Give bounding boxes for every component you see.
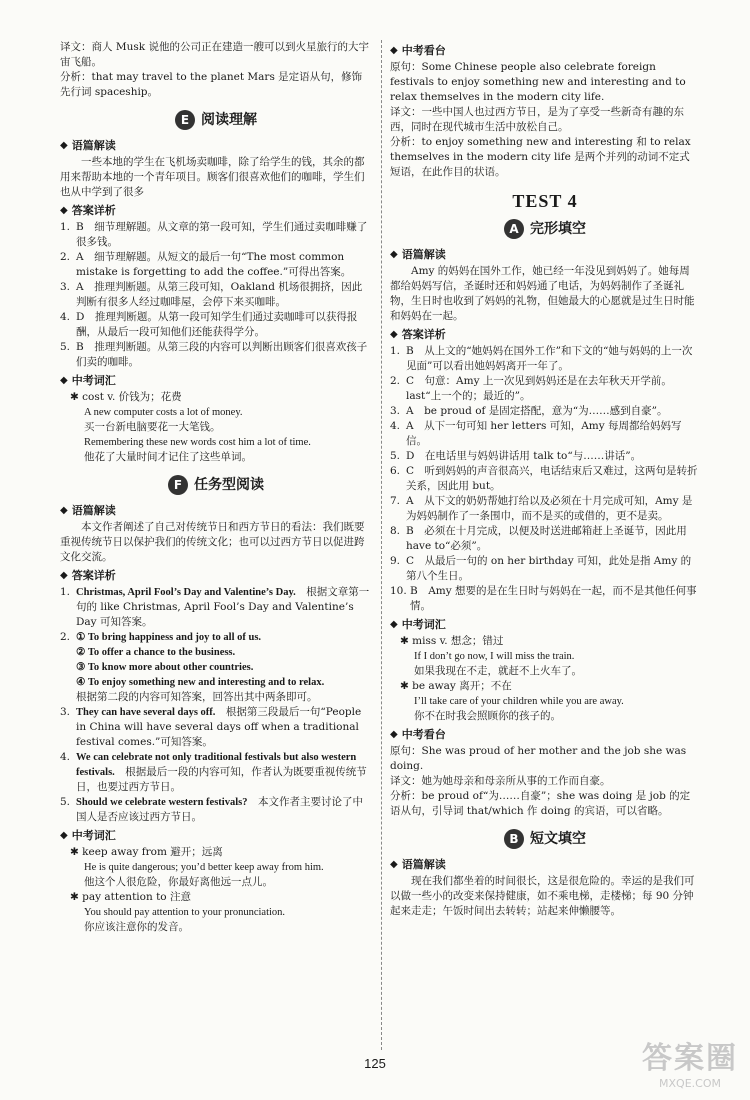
bullet-icon: ◆ bbox=[390, 859, 398, 870]
exam-analysis: 分析：be proud of“为……自豪”；she was doing 是 job 的定语从句，引导词 that/which 作 doing 的宾语，可以省略。 bbox=[390, 790, 691, 817]
section-e-title: 阅读理解 bbox=[201, 111, 257, 128]
asterisk-icon: ✱ bbox=[400, 680, 413, 692]
section-a-badge: A bbox=[504, 219, 524, 239]
vocab-heading: ◆ 中考词汇 bbox=[60, 374, 116, 387]
list-item: ② To offer a chance to the business. bbox=[76, 647, 236, 658]
passage-heading: ◆ 语篇解读 bbox=[390, 858, 446, 871]
section-f-answers bbox=[60, 585, 372, 825]
list-item: 2. ① To bring happiness and joy to all of us. bbox=[60, 631, 262, 643]
passage-heading: ◆ 语篇解读 bbox=[390, 248, 446, 261]
section-f-heading bbox=[60, 475, 372, 495]
intro-analysis: 分析：that may travel to the planet Mars 是定语从句，修饰先行词 spaceship。 bbox=[60, 71, 363, 98]
list-item: 4. D 推理判断题。从第一段可知学生们通过卖咖啡可以获得报酬，从最后一段可知他们还能获得学分。 bbox=[60, 311, 358, 338]
section-f-badge: F bbox=[168, 475, 188, 495]
list-item: 4. A 从下一句可知 her letters 可知，Amy 每周都给妈妈写信。 bbox=[390, 420, 682, 447]
section-a-heading bbox=[390, 219, 700, 239]
bullet-icon: ◆ bbox=[390, 729, 398, 740]
watermark-logo: 答案圈 MXQE.COM bbox=[642, 1041, 738, 1090]
vocab-heading: ◆ 中考词汇 bbox=[60, 829, 116, 842]
exam-original: 原句：She was proud of her mother and the job she was doing. bbox=[390, 745, 687, 772]
section-b-badge: B bbox=[504, 829, 524, 849]
vocab-entry: ✱ cost v. 价钱为；花费 A new computer costs a lot of money. 买一台新电脑要花一大笔钱。 Remembering these new words cost him a lot of time. 他花了大量时间才记住了这些单词。 bbox=[70, 391, 311, 463]
bullet-icon: ◆ bbox=[390, 619, 398, 630]
test-title: TEST 4 bbox=[512, 191, 578, 211]
exam-translate: 译文：她为她母亲和母亲所从事的工作而自豪。 bbox=[390, 775, 611, 787]
page-number: 125 bbox=[364, 1056, 386, 1071]
section-e-answers bbox=[60, 220, 372, 370]
column-divider bbox=[381, 40, 382, 1050]
bullet-icon: ◆ bbox=[60, 375, 68, 386]
section-f-passage: 本文作者阐述了自己对传统节日和西方节日的看法：我们既要重视传统节日以保护我们的传统文化；也可以过西方节日以促进跨文化交流。 bbox=[60, 521, 365, 563]
list-item: 4. We can celebrate not only traditional festivals but also western festivals. 根据最后一段的内容可知，作者认为既要重视传统节日，也要过西方节日。 bbox=[60, 751, 367, 793]
asterisk-icon: ✱ bbox=[400, 635, 413, 647]
list-item: 10. B Amy 想要的是在生日时与妈妈在一起，而不是其他任何事情。 bbox=[390, 585, 697, 612]
list-item: 6. C 听到妈妈的声音很高兴，电话结束后又难过，这两句是转折关系，因此用 but。 bbox=[390, 465, 698, 492]
exam-heading: ◆ 中考看台 bbox=[390, 44, 446, 57]
list-item: 3. A 推理判断题。从第三段可知，Oakland 机场很拥挤，因此判断有很多人经过咖啡屋，会停下来买咖啡。 bbox=[60, 281, 363, 308]
passage-heading: ◆ 语篇解读 bbox=[60, 504, 116, 517]
bullet-icon: ◆ bbox=[390, 249, 398, 260]
vocab-entry: ✱ keep away from 避开；远离 He is quite dangerous; you’d better keep away from him. 他这个人很危险，你最好离他远一点儿。 ✱ pay attention to 注意 You should pay attention to your pronunciation. 你应该注意你的发音。 bbox=[70, 846, 324, 933]
bullet-icon: ◆ bbox=[60, 830, 68, 841]
section-f-title: 任务型阅读 bbox=[194, 476, 264, 493]
asterisk-icon: ✱ bbox=[70, 846, 83, 858]
section-e-passage: 一些本地的学生在飞机场卖咖啡，除了给学生的钱，其余的都用来帮助本地的一个青年项目。顾客们很喜欢他们的咖啡，学生们也从中学到了很多 bbox=[60, 156, 365, 198]
exam-original: 原句：Some Chinese people also celebrate foreign festivals to enjoy something new and interesting and to relax themselves in the modern city life. bbox=[390, 61, 686, 103]
section-b-passage: 现在我们都坐着的时间很长，这是很危险的。幸运的是我们可以做一些小的改变来保持健康，如不乘电梯，走楼梯；每 90 分钟起来走走；午饭时间出去转转；站起来伸懒腰等。 bbox=[390, 875, 695, 917]
bullet-icon: ◆ bbox=[390, 329, 398, 340]
list-item: 1. Christmas, April Fool’s Day and Valentine’s Day. 根据文章第一句的 like Christmas, April Fool’s Day and Valentine’s Day 可知答案。 bbox=[60, 586, 370, 628]
section-e-badge: E bbox=[175, 110, 195, 130]
list-item: 1. B 细节理解题。从文章的第一段可知，学生们通过卖咖啡赚了很多钱。 bbox=[60, 221, 368, 248]
bullet-icon: ◆ bbox=[390, 45, 398, 56]
list-item: 2. A 细节理解题。从短文的最后一句“The most common mistake is forgetting to add the coffee.”可得出答案。 bbox=[60, 251, 352, 278]
bullet-icon: ◆ bbox=[60, 140, 68, 151]
list-item: 1. B 从上文的“她妈妈在国外工作”和下文的“她与妈妈的上一次见面”可以看出她妈妈离开一年了。 bbox=[390, 345, 693, 372]
list-item: ④ To enjoy something new and interesting and to relax. 根据第二段的内容可知答案，回答出其中两条即可。 bbox=[76, 677, 325, 703]
vocab-entry: ✱ miss v. 想念；错过 If I don’t go now, I will miss the train. 如果我现在不走，就赶不上火车了。 ✱ be away 离开；不在 I’ll take care of your children while you are away. 你不在时我会照顾你的孩子的。 bbox=[400, 635, 624, 722]
list-item: 8. B 必须在十月完成，以便及时送进邮箱赶上圣诞节，因此用 have to“必须”。 bbox=[390, 525, 687, 552]
exam-heading: ◆ 中考看台 bbox=[390, 728, 446, 741]
exam-analysis: 分析：to enjoy something new and interesting 和 to relax themselves in the modern city life 是两个并列的动词不定式短语，在此作目的状语。 bbox=[390, 136, 691, 178]
passage-heading: ◆ 语篇解读 bbox=[60, 139, 116, 152]
section-b-heading bbox=[390, 829, 700, 849]
list-item: 5. B 推理判断题。从第三段的内容可以判断出顾客们很喜欢孩子们卖的咖啡。 bbox=[60, 341, 368, 368]
section-b-title: 短文填空 bbox=[530, 830, 586, 847]
list-item: 7. A 从下文的奶奶帮她打给以及必须在十月完成可知，Amy 是为妈妈制作了一条围巾，而不是买的或借的，更不是卖。 bbox=[390, 495, 693, 522]
section-a-title: 完形填空 bbox=[530, 220, 586, 237]
list-item: 9. C 从最后一句的 on her birthday 可知，此处是指 Amy 的第八个生日。 bbox=[390, 555, 692, 582]
vocab-heading: ◆ 中考词汇 bbox=[390, 618, 446, 631]
exam-translate: 译文：一些中国人也过西方节日，是为了享受一些新奇有趣的东西，同时在现代城市生活中放松自己。 bbox=[390, 106, 684, 133]
section-e-heading bbox=[60, 110, 372, 130]
left-column bbox=[60, 40, 372, 935]
list-item: 3. They can have several days off. 根据第三段最后一句“People in China will have several days off when a traditional festival comes.”可知答案。 bbox=[60, 706, 362, 748]
bullet-icon: ◆ bbox=[60, 570, 68, 581]
intro-translate: 译文：商人 Musk 说他的公司正在建造一艘可以到火星旅行的大宇宙飞船。 bbox=[60, 41, 369, 68]
asterisk-icon: ✱ bbox=[70, 391, 83, 403]
list-item: 5. Should we celebrate western festivals? 本文作者主要讨论了中国人是否应该过西方节日。 bbox=[60, 796, 363, 823]
answers-heading: ◆ 答案详析 bbox=[60, 204, 116, 217]
section-a-passage: Amy 的妈妈在国外工作，她已经一年没见到妈妈了。她每周都给妈妈写信，圣诞时还和妈妈通了电话，为妈妈制作了圣诞礼物，生日时也收到了妈妈的礼物，但她最大的心愿就是过生日时能和妈妈在一起。 bbox=[390, 265, 695, 322]
list-item: 3. A be proud of 是固定搭配，意为“为……感到自豪”。 bbox=[390, 405, 668, 417]
answers-heading: ◆ 答案详析 bbox=[390, 328, 446, 341]
list-item: 5. D 在电话里与妈妈讲话用 talk to“与……讲话”。 bbox=[390, 450, 642, 462]
list-item: 2. C 句意：Amy 上一次见到妈妈还是在去年秋天开学前。last“上一个的；最近的”。 bbox=[390, 375, 672, 402]
list-item: ③ To know more about other countries. bbox=[76, 662, 254, 673]
section-a-answers bbox=[390, 344, 700, 614]
asterisk-icon: ✱ bbox=[70, 891, 83, 903]
answers-heading: ◆ 答案详析 bbox=[60, 569, 116, 582]
bullet-icon: ◆ bbox=[60, 205, 68, 216]
bullet-icon: ◆ bbox=[60, 505, 68, 516]
right-column bbox=[390, 40, 700, 919]
